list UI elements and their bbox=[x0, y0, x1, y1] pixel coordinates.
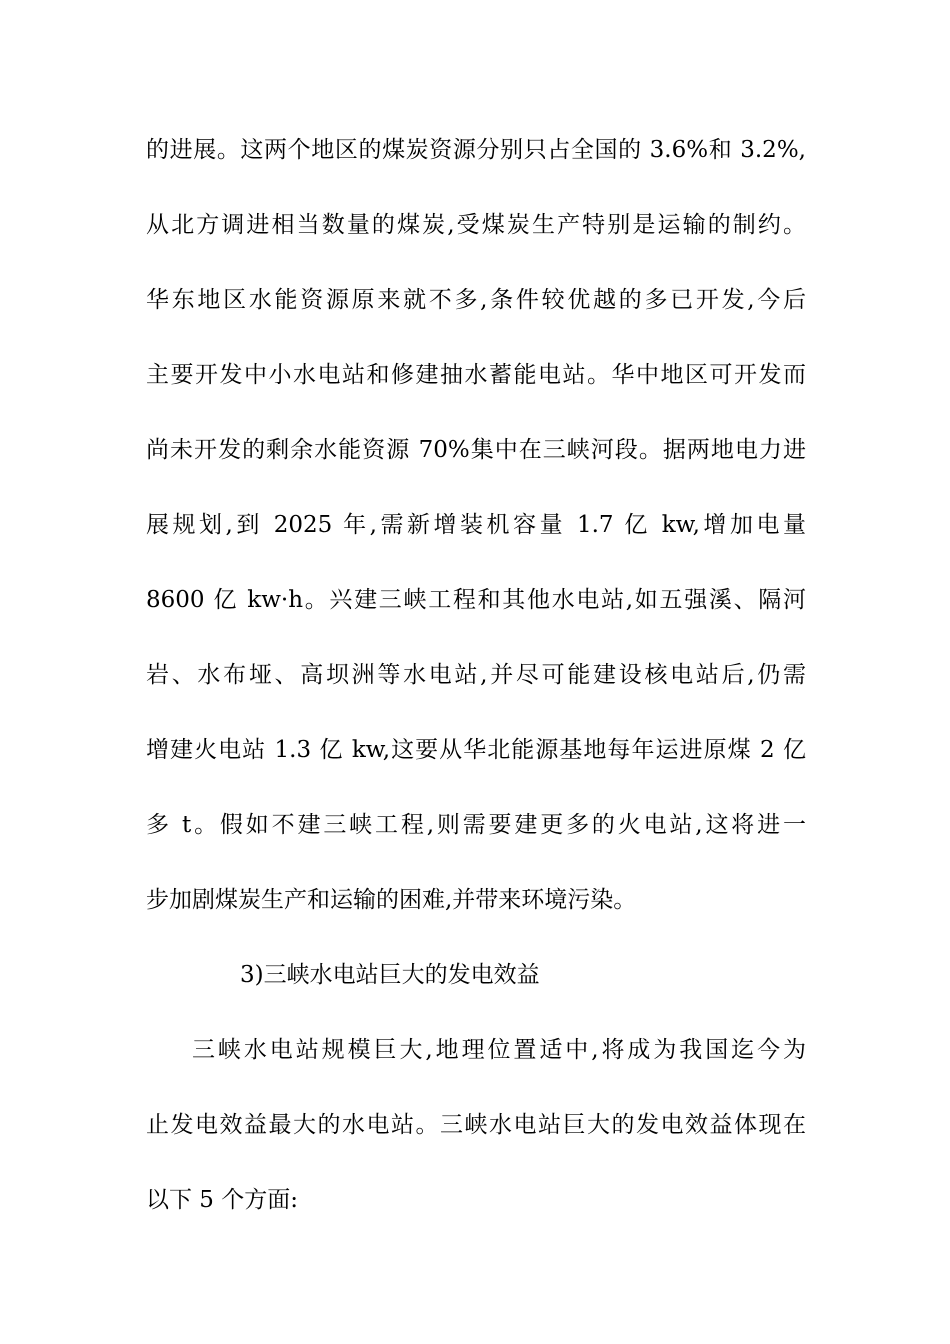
paragraph-1-line-4: 主要开发中小水电站和修建抽水蓄能电站。华中地区可开发而 bbox=[146, 362, 806, 388]
paragraph-1-line-1: 的进展。这两个地区的煤炭资源分别只占全国的 3.6%和 3.2%, bbox=[146, 137, 806, 163]
paragraph-2-line-3: 以下 5 个方面: bbox=[146, 1187, 299, 1213]
paragraph-2-line-1: 三峡水电站规模巨大,地理位置适中,将成为我国迄今为 bbox=[192, 1037, 806, 1063]
paragraph-1-line-3: 华东地区水能资源原来就不多,条件较优越的多已开发,今后 bbox=[146, 287, 806, 313]
paragraph-2-line-2: 止发电效益最大的水电站。三峡水电站巨大的发电效益体现在 bbox=[146, 1112, 806, 1138]
paragraph-1-line-7: 8600 亿 kw·h。兴建三峡工程和其他水电站,如五强溪、隔河 bbox=[146, 587, 806, 613]
section-heading: 3)三峡水电站巨大的发电效益 bbox=[240, 962, 540, 988]
paragraph-1-line-11: 步加剧煤炭生产和运输的困难,并带来环境污染。 bbox=[146, 887, 637, 913]
paragraph-1-line-8: 岩、水布垭、高坝洲等水电站,并尽可能建设核电站后,仍需 bbox=[146, 662, 806, 688]
paragraph-1-line-2: 从北方调进相当数量的煤炭,受煤炭生产特别是运输的制约。 bbox=[146, 212, 806, 238]
paragraph-1-line-10: 多 t。假如不建三峡工程,则需要建更多的火电站,这将进一 bbox=[146, 812, 806, 838]
paragraph-1-line-6: 展规划,到 2025 年,需新增装机容量 1.7 亿 kw,增加电量 bbox=[146, 512, 806, 538]
paragraph-1-line-5: 尚未开发的剩余水能资源 70%集中在三峡河段。据两地电力进 bbox=[146, 437, 806, 463]
paragraph-1-line-9: 增建火电站 1.3 亿 kw,这要从华北能源基地每年运进原煤 2 亿 bbox=[146, 737, 806, 763]
